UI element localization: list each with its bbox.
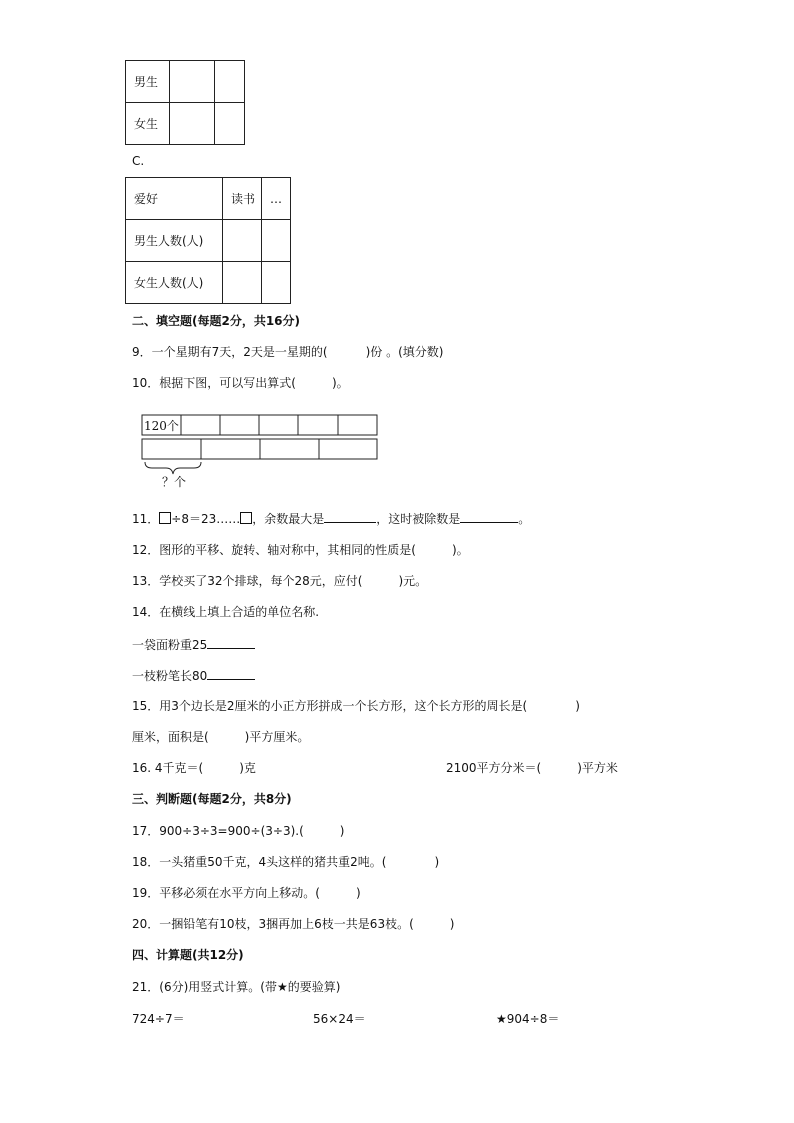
diagram-label-top: 120个 xyxy=(144,419,179,433)
question-9 xyxy=(132,343,443,360)
option-c: C. xyxy=(132,154,145,168)
question-14a: 一袋面粉重25 xyxy=(132,636,255,653)
question-15: 15．用3个边长是2厘米的小正方形拼成一个长方形，这个长方形的周长是( ) xyxy=(132,699,580,713)
table-b xyxy=(125,60,245,145)
question-14b: 一枝粉笔长80 xyxy=(132,667,255,684)
diagram-label-bottom: ？个 xyxy=(162,475,187,489)
question-12: 12．图形的平移、旋转、轴对称中，其相同的性质是( )。 xyxy=(132,543,469,557)
calc-item: 724÷7＝ xyxy=(132,1012,185,1026)
question-19: 19．平移必须在水平方向上移动。( ) xyxy=(132,886,361,900)
question-text: 9．一个星期有7天，2天是一星期的( xyxy=(132,345,328,359)
table-cell: 女生人数(人) xyxy=(126,262,223,304)
table-header: 读书 xyxy=(223,178,262,220)
question-16b: 2100平方分米＝( )平方米 xyxy=(446,761,618,775)
table-cell xyxy=(170,61,215,103)
table-cell xyxy=(170,103,215,145)
question-20: 20．一捆铅笔有10枝，3捆再加上6枝一共是63枝。( ) xyxy=(132,917,455,931)
question-text: )份 。(填分数) xyxy=(365,345,444,359)
answer-blank xyxy=(207,667,255,680)
question-13: 13．学校买了32个排球，每个28元，应付( )元。 xyxy=(132,574,428,588)
section-heading: 三、判断题(每题2分，共8分) xyxy=(132,792,292,806)
question-15b: 厘米，面积是( )平方厘米。 xyxy=(132,730,310,744)
section-heading: 二、填空题(每题2分，共16分) xyxy=(132,314,301,328)
table-cell: 男生 xyxy=(126,61,170,103)
question-11: 11． ÷8＝23…… ，余数最大是 ，这时被除数是 。 xyxy=(132,512,531,526)
calc-item: ★904÷8＝ xyxy=(496,1012,560,1026)
answer-blank xyxy=(207,636,255,649)
calc-item: 56×24＝ xyxy=(313,1012,366,1026)
table-cell xyxy=(215,61,245,103)
table-c xyxy=(125,177,291,304)
question-17: 17．900÷3÷3=900÷(3÷3).( ) xyxy=(132,824,345,838)
question-18: 18．一头猪重50千克，4头这样的猪共重2吨。( ) xyxy=(132,855,440,869)
table-cell xyxy=(215,103,245,145)
question-14: 14．在横线上填上合适的单位名称. xyxy=(132,605,320,619)
square-box-icon xyxy=(159,512,171,524)
square-box-icon xyxy=(240,512,252,524)
table-cell: 女生 xyxy=(126,103,170,145)
answer-blank xyxy=(324,510,376,523)
segment-diagram xyxy=(140,412,385,492)
table-cell: 男生人数(人) xyxy=(126,220,223,262)
table-cell xyxy=(223,220,262,262)
table-cell xyxy=(262,262,291,304)
section-heading: 四、计算题(共12分) xyxy=(132,948,244,962)
question-16a: 16. 4千克＝( )克 xyxy=(132,761,256,775)
table-cell xyxy=(262,220,291,262)
question-10: 10．根据下图，可以写出算式( )。 xyxy=(132,376,349,390)
table-header: 爱好 xyxy=(126,178,223,220)
question-21: 21．(6分)用竖式计算。(带★的要验算) xyxy=(132,980,341,994)
table-cell xyxy=(223,262,262,304)
table-header: … xyxy=(262,178,291,220)
answer-blank xyxy=(460,510,518,523)
